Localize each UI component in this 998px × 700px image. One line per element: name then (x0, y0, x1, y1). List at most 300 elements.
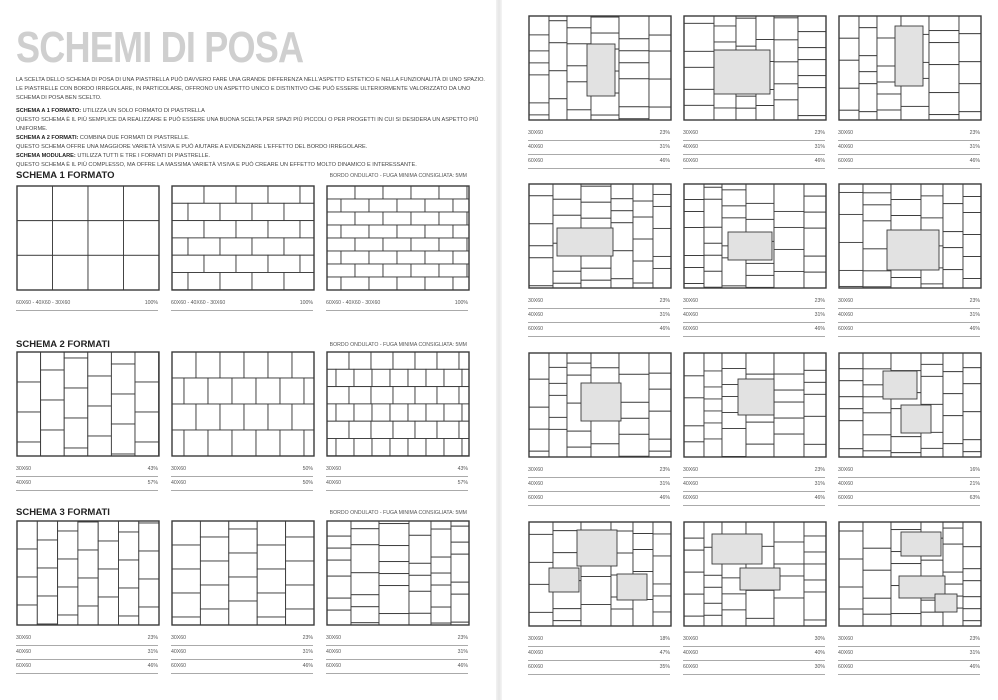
tile (704, 199, 722, 227)
tile (336, 404, 354, 421)
tile (229, 529, 257, 553)
tile (619, 402, 649, 418)
tile (567, 16, 591, 28)
tile-percentage: 31% (814, 481, 825, 487)
pattern-legend-7 (16, 632, 158, 674)
tile (304, 378, 314, 404)
tile-highlight (581, 383, 621, 421)
tile-percentage: 46% (969, 158, 980, 164)
tile (37, 568, 57, 596)
tile (256, 378, 280, 404)
tile (529, 16, 549, 35)
tile-percentage: 46% (659, 158, 670, 164)
tile (553, 522, 581, 531)
tile (236, 221, 268, 238)
tile (553, 271, 581, 283)
tile (58, 615, 78, 625)
tile-format: 30X60 (171, 635, 187, 641)
tile (611, 199, 633, 211)
pattern-legend-16 (528, 464, 670, 506)
legend-row (683, 478, 825, 492)
tile (286, 609, 314, 625)
tile (397, 199, 425, 212)
tile (462, 369, 469, 386)
tile (88, 255, 124, 290)
tile (529, 522, 553, 534)
tile-format: 60X60 - 40X60 - 30X60 (171, 300, 226, 306)
legend-row (326, 297, 468, 311)
tile (704, 371, 722, 387)
tile (704, 187, 722, 199)
tile (229, 553, 257, 577)
tile (431, 573, 451, 585)
tile (804, 552, 826, 564)
tile-percentage: 23% (147, 635, 158, 641)
tile (327, 521, 351, 536)
tile (409, 563, 431, 575)
tile (327, 387, 349, 404)
tile-format: 30X60 (326, 466, 342, 472)
tile (98, 541, 118, 569)
tile (891, 278, 921, 288)
tile (549, 16, 567, 21)
tile-percentage: 50% (302, 466, 313, 472)
tile (172, 352, 196, 378)
legend-row (16, 463, 158, 477)
tile (78, 606, 98, 625)
tile-format: 30X60 (838, 636, 854, 642)
tile (591, 17, 619, 33)
tile (371, 352, 393, 369)
tile (444, 369, 462, 386)
tile (804, 212, 826, 228)
tile (714, 26, 736, 42)
tile (37, 540, 57, 568)
legend-row (326, 660, 468, 674)
tile-format: 30X60 (528, 636, 544, 642)
pattern-legend-19 (528, 633, 670, 675)
legend-row (683, 647, 825, 661)
tile-percentage: 18% (659, 636, 670, 642)
tile (529, 451, 549, 457)
tile (746, 275, 774, 287)
tile (37, 596, 57, 624)
tile-highlight (549, 568, 579, 592)
tile (863, 435, 891, 451)
layout-pattern-4 (16, 351, 160, 457)
tile (581, 280, 611, 288)
tile (963, 353, 981, 368)
tile (567, 363, 591, 375)
tile-format: 30X60 (528, 467, 544, 473)
tile (722, 184, 746, 190)
tile (426, 439, 444, 456)
layout-pattern-10 (528, 15, 672, 121)
tile (863, 184, 891, 193)
tile (135, 352, 159, 382)
legend-row (16, 632, 158, 646)
tile-percentage: 57% (147, 480, 158, 486)
tile (252, 238, 284, 255)
tile (327, 251, 341, 264)
tile (839, 214, 863, 242)
tile (611, 184, 633, 199)
pattern-legend-6 (326, 463, 468, 491)
tile (943, 184, 963, 204)
tile (714, 108, 736, 120)
tile (453, 199, 469, 212)
tile (804, 620, 826, 626)
tile (774, 249, 804, 271)
tile (111, 424, 135, 454)
section-heading-3-formati: SCHEMA 3 FORMATI (16, 507, 110, 518)
tile (64, 352, 88, 358)
tile (704, 603, 722, 615)
tile (921, 376, 943, 404)
tile (354, 369, 372, 386)
legend-row (528, 309, 670, 323)
tile (327, 225, 341, 238)
tile (284, 273, 314, 290)
tile (304, 430, 314, 456)
tile (943, 270, 963, 288)
tile (804, 444, 826, 457)
tile-percentage: 31% (814, 312, 825, 318)
tile (17, 221, 53, 256)
tile-format: 40X60 (528, 650, 544, 656)
tile (529, 63, 549, 75)
tile (591, 444, 619, 457)
tile-percentage: 23% (814, 130, 825, 136)
tile (549, 71, 567, 99)
tile (567, 431, 591, 447)
tile-format: 30X60 (326, 635, 342, 641)
tile (286, 521, 314, 537)
tile (859, 16, 877, 28)
tile (746, 184, 774, 203)
tile (462, 439, 469, 456)
tile (409, 591, 431, 613)
tile (649, 389, 671, 411)
tile (722, 206, 746, 218)
tile (409, 521, 431, 535)
tile (529, 51, 549, 63)
tile (581, 186, 611, 202)
tile (611, 609, 633, 626)
tile (746, 618, 774, 626)
tile (774, 598, 804, 626)
tile (327, 264, 355, 277)
tile (355, 186, 383, 199)
legend-row (528, 155, 670, 169)
tile (804, 592, 826, 620)
tile (119, 588, 139, 616)
tile-format: 60X60 (838, 664, 854, 670)
tile-format: 30X60 (528, 298, 544, 304)
tile-percentage: 46% (659, 326, 670, 332)
tile-percentage: 23% (457, 635, 468, 641)
tile (135, 412, 159, 442)
tile (633, 522, 653, 534)
tile-format: 40X60 (171, 480, 187, 486)
tile (529, 196, 553, 224)
intro-schema1-desc: QUESTO SCHEMA È IL PIÙ SEMPLICE DA REALIZZARE E PUÒ ESSERE UNA BUONA SCELTA PER SPAZI PIÙ PICCOLI O PER PROGETTI IN CUI SI DESIDERA UN ASPETTO PIÙ UNIFORME. (16, 117, 479, 132)
tile-format: 30X60 (838, 467, 854, 473)
tile (257, 569, 285, 593)
tile (124, 255, 160, 290)
tile (863, 548, 891, 570)
layout-pattern-13 (528, 183, 672, 289)
tile (292, 352, 314, 378)
tile (451, 526, 469, 542)
tile (529, 258, 553, 286)
tile (327, 199, 341, 212)
tile (188, 203, 220, 220)
tile (619, 16, 649, 39)
tile-percentage: 47% (659, 650, 670, 656)
tile (41, 400, 65, 430)
tile (684, 594, 704, 616)
tile-format: 30X60 (171, 466, 187, 472)
tile-format: 60X60 (16, 663, 32, 669)
legend-row (838, 633, 980, 647)
tile-percentage: 46% (969, 326, 980, 332)
tile-format: 40X60 (683, 312, 699, 318)
pattern-legend-3 (326, 297, 468, 311)
tile (684, 212, 704, 228)
tile (859, 112, 877, 120)
tile (839, 110, 859, 120)
tile (653, 228, 671, 256)
tile-highlight (617, 574, 647, 600)
tile (746, 422, 774, 444)
tile (444, 404, 462, 421)
tile-highlight (577, 530, 617, 566)
layout-pattern-8 (171, 520, 315, 626)
tile (804, 416, 826, 444)
tile-highlight (887, 230, 939, 270)
tile (409, 575, 431, 591)
tile-percentage: 46% (814, 495, 825, 501)
pattern-legend-12 (838, 127, 980, 169)
tile (411, 264, 439, 277)
tile (268, 186, 300, 203)
tile (372, 369, 390, 386)
tile (252, 273, 284, 290)
tile (355, 238, 383, 251)
tile-format: 30X60 (683, 636, 699, 642)
tile (411, 186, 439, 199)
tile (372, 439, 390, 456)
tile (257, 521, 285, 545)
tile (453, 277, 469, 290)
tile (929, 65, 959, 93)
tile (581, 268, 611, 280)
tile (341, 199, 369, 212)
tile (453, 251, 469, 264)
legend-row (683, 309, 825, 323)
tile (774, 434, 804, 457)
tile-percentage: 30% (814, 664, 825, 670)
tile (208, 430, 232, 456)
pattern-legend-1 (16, 297, 158, 311)
legend-row (528, 633, 670, 647)
tile-format: 60X60 (528, 326, 544, 332)
tile-format: 60X60 (528, 664, 544, 670)
tile (963, 597, 981, 609)
legend-row (326, 632, 468, 646)
tile (839, 587, 863, 609)
tile (426, 369, 444, 386)
tile-percentage: 23% (969, 130, 980, 136)
tile (135, 382, 159, 412)
tile (863, 413, 891, 435)
tile (684, 550, 704, 572)
tile (172, 617, 200, 625)
tile (220, 238, 252, 255)
tile (921, 364, 943, 376)
tile-percentage: 21% (969, 481, 980, 487)
tile (619, 107, 649, 119)
tile (963, 609, 981, 621)
tile (327, 598, 351, 610)
tile-format: 60X60 (838, 495, 854, 501)
layout-pattern-6 (326, 351, 470, 457)
tile (459, 352, 469, 369)
tile (684, 200, 704, 212)
tile (839, 531, 863, 559)
tile (963, 368, 981, 384)
tile (619, 79, 649, 107)
tile-highlight (901, 532, 941, 556)
pattern-legend-13 (528, 295, 670, 337)
tile (172, 186, 204, 203)
tile (549, 429, 567, 457)
tile (798, 48, 826, 60)
tile (684, 398, 704, 426)
layout-pattern-9 (326, 520, 470, 626)
tile (804, 228, 826, 256)
tile (354, 439, 372, 456)
tile (336, 369, 354, 386)
tile (581, 576, 611, 604)
tile (839, 397, 863, 409)
tile (633, 261, 653, 283)
tile (549, 21, 567, 43)
tile (53, 221, 89, 256)
tile (839, 184, 863, 192)
tile-format: 30X60 (16, 466, 32, 472)
tile (244, 404, 268, 430)
tile (921, 184, 943, 196)
tile-format: 60X60 (838, 158, 854, 164)
tile (722, 594, 746, 610)
tile (529, 407, 549, 429)
tile (349, 387, 371, 404)
tile (774, 62, 798, 84)
legend-row (838, 155, 980, 169)
tile-highlight (738, 379, 774, 415)
layout-pattern-5 (171, 351, 315, 457)
tile (863, 193, 891, 205)
tile (439, 264, 467, 277)
tile-format: 40X60 (528, 481, 544, 487)
tile (704, 439, 722, 457)
pattern-legend-10 (528, 127, 670, 169)
legend-row (528, 492, 670, 506)
tile (553, 609, 581, 621)
tile-format: 30X60 (683, 298, 699, 304)
tile (774, 542, 804, 564)
tile (553, 199, 581, 215)
tile (88, 186, 124, 221)
tile (88, 406, 112, 436)
tile (529, 534, 553, 562)
tile (619, 353, 649, 374)
tile (529, 379, 549, 407)
tile (369, 199, 397, 212)
tile-format: 40X60 (326, 649, 342, 655)
tile (959, 34, 981, 62)
tile (200, 609, 228, 625)
tile (684, 353, 704, 376)
tile-percentage: 40% (814, 650, 825, 656)
tile (804, 184, 826, 196)
tile (78, 522, 98, 550)
tile (798, 76, 826, 88)
tile (411, 238, 439, 251)
tile (17, 412, 41, 442)
tile (437, 421, 459, 438)
tile (863, 271, 891, 287)
tile-format: 30X60 (528, 130, 544, 136)
tile (653, 556, 671, 584)
legend-row (838, 309, 980, 323)
tile-percentage: 31% (147, 649, 158, 655)
tile (327, 277, 341, 290)
tile-format: 40X60 (528, 312, 544, 318)
tile (379, 574, 409, 586)
tile (98, 597, 118, 625)
tile-percentage: 43% (147, 466, 158, 472)
tile (17, 605, 37, 625)
tile (390, 404, 408, 421)
tile (774, 271, 804, 288)
tile (257, 617, 285, 625)
tile (341, 225, 369, 238)
tile (549, 417, 567, 429)
tile-format: 40X60 (683, 481, 699, 487)
tile-percentage: 31% (814, 144, 825, 150)
tile-format: 60X60 (683, 664, 699, 670)
tile (355, 212, 383, 225)
tile (415, 387, 437, 404)
tile (684, 538, 704, 550)
tile (839, 449, 863, 457)
tile (393, 387, 415, 404)
tile (859, 28, 877, 56)
tile (963, 440, 981, 452)
tile (891, 353, 921, 371)
legend-row (528, 661, 670, 675)
tile (111, 394, 135, 424)
layout-pattern-2 (171, 185, 315, 291)
tile (943, 444, 963, 457)
tile (37, 521, 57, 540)
tile (284, 238, 314, 255)
tile (41, 430, 65, 456)
pattern-legend-11 (683, 127, 825, 169)
